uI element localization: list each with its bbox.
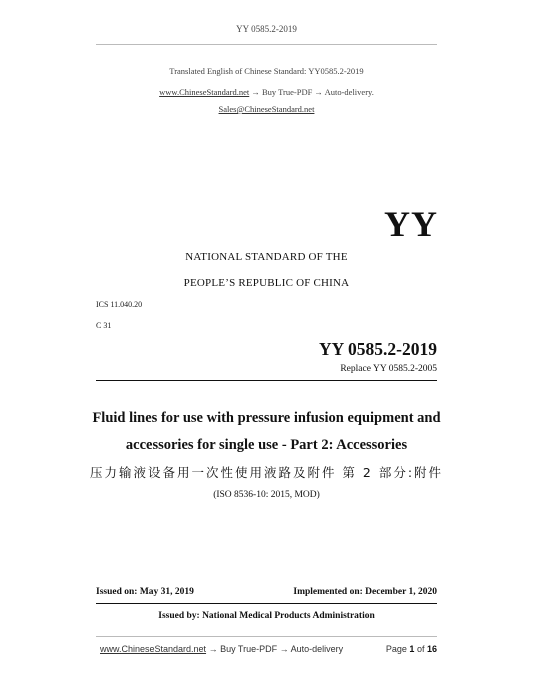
replace-line: Replace YY 0585.2-2005: [340, 364, 437, 374]
title-chinese: 压力输液设备用一次性使用液路及附件 第 2 部分:附件: [89, 465, 444, 480]
translation-line: Translated English of Chinese Standard: YY0585.2-2019: [169, 66, 364, 76]
implemented-date: Implemented on: December 1, 2020: [293, 587, 437, 597]
footer-site-link[interactable]: www.ChineseStandard.net: [100, 644, 207, 654]
issued-by: Issued by: National Medical Products Administration: [158, 611, 375, 621]
site-link[interactable]: www.ChineseStandard.net: [159, 87, 250, 97]
national-line-1: NATIONAL STANDARD OF THE: [185, 251, 348, 263]
title-line-1: Fluid lines for use with pressure infusion equipment and: [92, 410, 441, 426]
dates-divider: [96, 603, 437, 604]
title-divider: [96, 380, 437, 381]
buy-text: → Buy True-PDF → Auto-delivery.: [251, 87, 374, 97]
iso-reference: (ISO 8536-10: 2015, MOD): [213, 490, 320, 500]
issued-date: Issued on: May 31, 2019: [96, 587, 194, 597]
title-line-2: accessories for single use - Part 2: Accessories: [125, 437, 408, 453]
site-line: [0, 87, 533, 97]
footer-links: [100, 644, 343, 654]
ccs-code: C 31: [96, 321, 112, 330]
standard-number: YY 0585.2-2019: [319, 339, 437, 359]
page-total: 16: [426, 644, 437, 654]
running-header: YY 0585.2-2019: [236, 24, 297, 34]
page-current: 1: [409, 644, 415, 654]
national-line-2: PEOPLE’S REPUBLIC OF CHINA: [183, 277, 350, 289]
ics-code: ICS 11.040.20: [96, 300, 143, 309]
email-line: [0, 104, 533, 114]
email-link[interactable]: Sales@ChineseStandard.net: [218, 104, 315, 114]
page-indicator: [386, 644, 437, 654]
footer-divider: [96, 636, 437, 637]
header-divider: [96, 44, 437, 45]
page-label: Page: [385, 644, 407, 654]
footer-buy-text: → Buy True-PDF → Auto-delivery: [206, 644, 344, 654]
of-label: of: [416, 644, 425, 654]
standard-code-large: YY: [384, 204, 438, 244]
